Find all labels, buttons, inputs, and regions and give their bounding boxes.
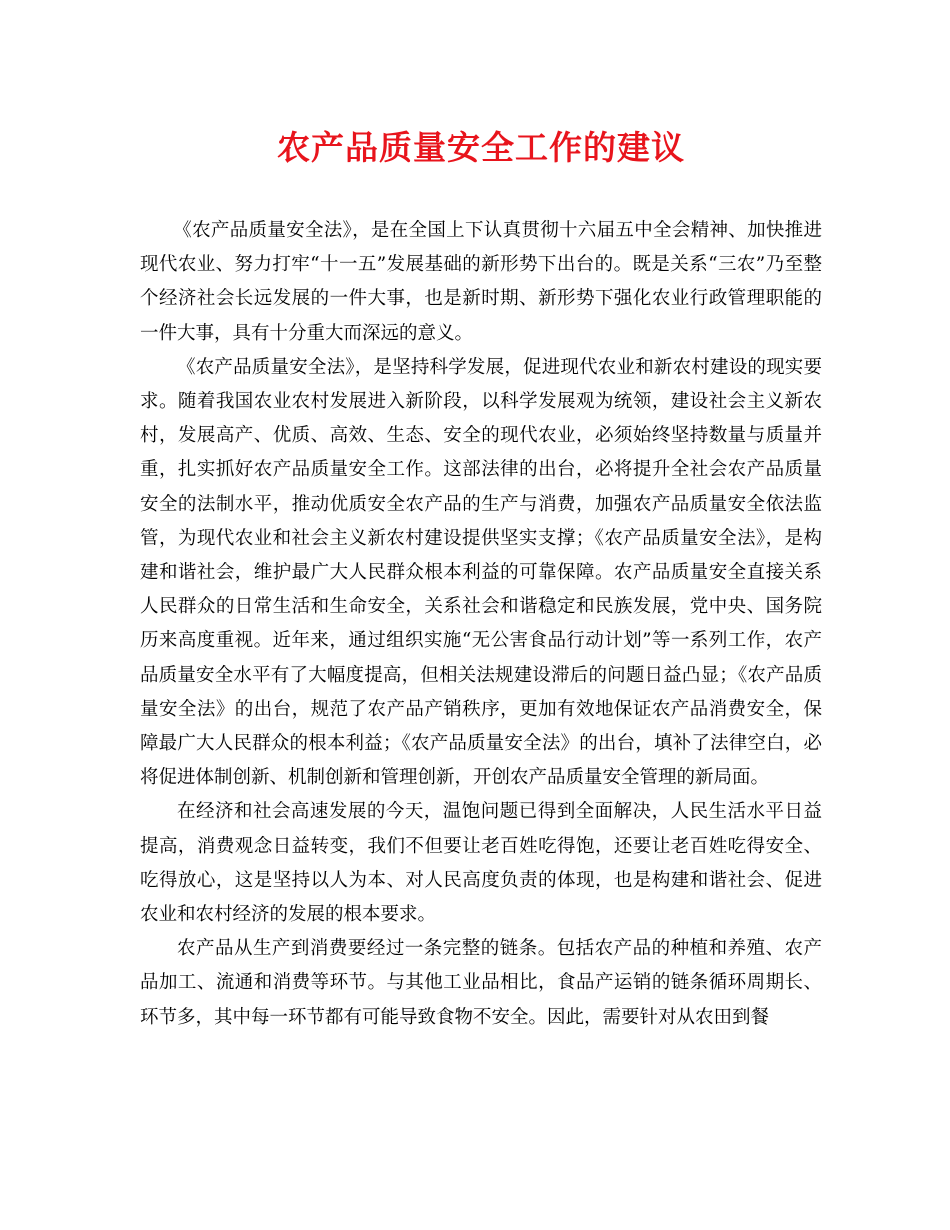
paragraph-1: 《农产品质量安全法》，是在全国上下认真贯彻十六届五中全会精神、加快推进现代农业、努力打牢“十一五”发展基础的新形势下出台的。既是关系“三农”乃至整个经济社会长远发展的一件大事，也是新时期、新形势下强化农业行政管理职能的一件大事，具有十分重大而深远的意义。 — [140, 220, 822, 344]
document-title: 农产品质量安全工作的建议 — [277, 128, 685, 167]
paragraph-3: 在经济和社会高速发展的今天，温饱问题已得到全面解决，人民生活水平日益提高，消费观念日益转变，我们不但要让老百姓吃得饱，还要让老百姓吃得安全、吃得放心，这是坚持以人为本、对人民高度负责的体现，也是构建和谐社会、促进农业和农村经济的发展的根本要求。 — [140, 801, 822, 926]
paragraph-2: 《农产品质量安全法》，是坚持科学发展，促进现代农业和新农村建设的现实要求。随着我国农业农村发展进入新阶段，以科学发展观为统领，建设社会主义新农村，发展高产、优质、高效、生态、安全的现代农业，必须始终坚持数量与质量并重，扎实抓好农产品质量安全工作。这部法律的出台，必将提升全社会农产品质量安全的法制水平，推动优质安全农产品的生产与消费，加强农产品质量安全依法监管，为现代农业和社会主义新农村建设提供坚实支撑；《农产品质量安全法》，是构建和谐社会，维护最广大人民群众根本利益的可靠保障。农产品质量安全直接关系人民群众的日常生活和生命安全，关系社会和谐稳定和民族发展，党中央、国务院历来高度重视。近年来，通过组织实施“无公害食品行动计划”等一系列工作，农产品质量安全水平有了大幅度提高，但相关法规建设滞后的问题日益凸显；《农产品质量安全法》的出台，规范了农产品产销秩序，更加有效地保证农产品消费安全，保障最广大人民群众的根本利益；《农产品质量安全法》的出台，填补了法律空白，必将促进体制创新、机制创新和管理创新，开创农产品质量安全管理的新局面。 — [140, 356, 822, 789]
paragraph-4: 农产品从生产到消费要经过一条完整的链条。包括农产品的种植和养殖、农产品加工、流通和消费等环节。与其他工业品相比，食品产运销的链条循环周期长、环节多，其中每一环节都有可能导致食物不安全。因此，需要针对从农田到餐 — [140, 938, 822, 1028]
